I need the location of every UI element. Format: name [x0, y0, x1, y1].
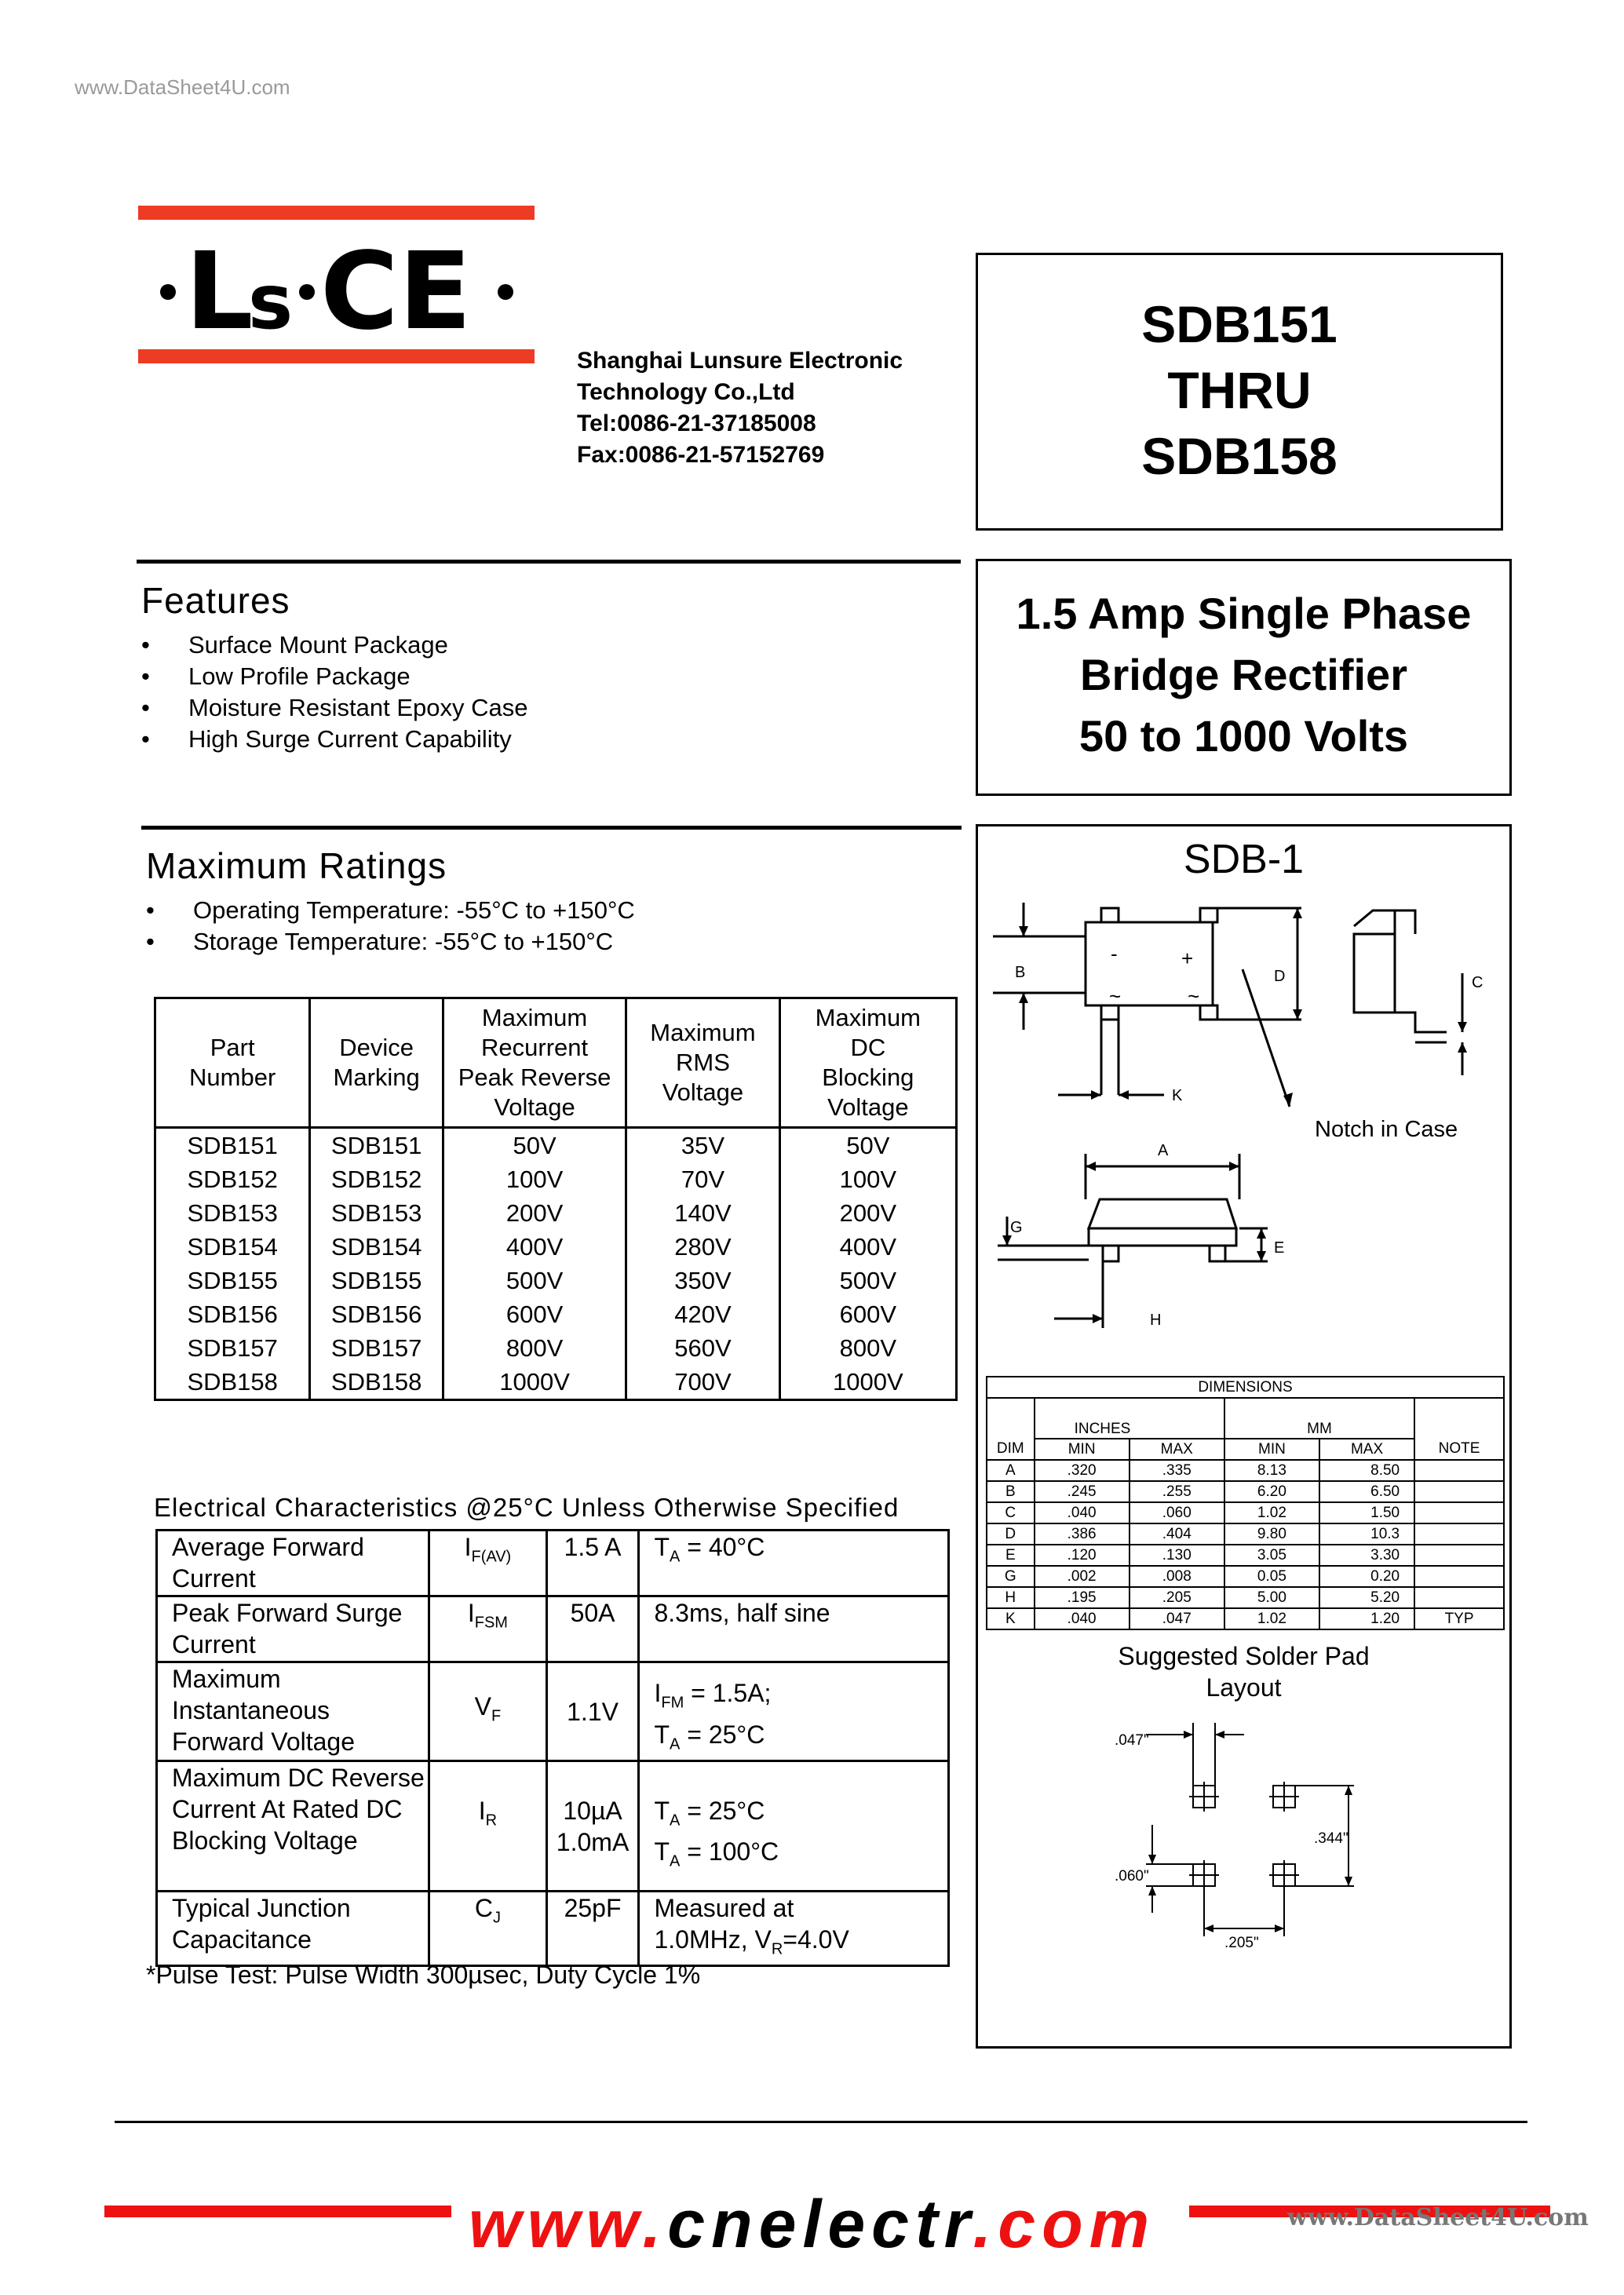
table-cell: 50V: [443, 1128, 626, 1163]
pad-pitch-label: .060": [1115, 1868, 1149, 1885]
dim-cell: 3.30: [1319, 1545, 1414, 1566]
dim-cell: .047: [1130, 1608, 1224, 1629]
part-title-box: [976, 253, 1503, 531]
electrical-heading: Electrical Characteristics @25°C Unless Otherwise Specified: [154, 1493, 900, 1522]
symbol-cell: $V_F$: [429, 1662, 546, 1761]
table-cell: SDB151: [155, 1128, 310, 1163]
dim-cell: 6.20: [1224, 1481, 1319, 1502]
param-cell: Typical Junction Capacitance: [157, 1892, 429, 1966]
dim-cell: H: [987, 1587, 1035, 1608]
dim-cell: C: [987, 1502, 1035, 1523]
dim-cell: .255: [1130, 1481, 1224, 1502]
table-cell: SDB157: [155, 1331, 310, 1365]
title-line-2: THRU: [1167, 361, 1312, 419]
table-cell: SDB151: [310, 1128, 443, 1163]
dim-cell: 10.3: [1319, 1523, 1414, 1545]
table-cell: 500V: [779, 1264, 956, 1297]
dim-cell: 1.50: [1319, 1502, 1414, 1523]
table-cell: 600V: [779, 1297, 956, 1331]
table-cell: SDB154: [310, 1230, 443, 1264]
table-cell: SDB158: [310, 1365, 443, 1400]
table-cell: 100V: [443, 1162, 626, 1196]
dim-label-g: G: [1010, 1219, 1023, 1236]
electrical-table: [155, 1529, 950, 1967]
condition-cell: $I_{FM} = 1.5A$; $T_A = 25^\circ C$: [639, 1662, 949, 1761]
company-name: Shanghai Lunsure Electronic: [577, 348, 903, 374]
dim-cell: 6.50: [1319, 1481, 1414, 1502]
dim-cell: [1414, 1502, 1504, 1523]
dim-cell: .205: [1130, 1587, 1224, 1608]
table-row: [157, 1531, 949, 1596]
solder-pad-title: Suggested Solder Pad Layout: [1118, 1642, 1370, 1702]
dim-cell: TYP: [1414, 1608, 1504, 1629]
dim-inches-header: INCHES: [1035, 1398, 1224, 1439]
value-cell: 1.1V: [546, 1662, 639, 1761]
rating-item: • Operating Temperature: -55°C to +150°C: [146, 895, 635, 926]
table-cell: 140V: [626, 1196, 780, 1230]
table-cell: SDB158: [155, 1365, 310, 1400]
features-list: [141, 629, 527, 755]
table-cell: 800V: [443, 1331, 626, 1365]
dim-row: [987, 1502, 1504, 1523]
param-cell: Maximum Instantaneous Forward Voltage: [157, 1662, 429, 1761]
company-logo: [138, 228, 535, 345]
dim-label-h: H: [1150, 1312, 1162, 1329]
dim-cell: 0.05: [1224, 1566, 1319, 1587]
dim-cell: B: [987, 1481, 1035, 1502]
dim-label-c: C: [1472, 974, 1483, 991]
table-row: [157, 1761, 949, 1892]
dim-cell: [1414, 1566, 1504, 1587]
value-cell: 25pF: [546, 1892, 639, 1966]
table-row: [155, 1128, 957, 1163]
table-cell: 1000V: [779, 1365, 956, 1400]
dim-cell: .040: [1035, 1502, 1130, 1523]
logo-bottom-bar: [138, 349, 535, 363]
dim-row: [987, 1481, 1504, 1502]
package-drawing: [976, 824, 1512, 1374]
features-divider: [137, 560, 961, 564]
table-cell: 35V: [626, 1128, 780, 1163]
dim-title-row: [987, 1377, 1504, 1398]
ac-tilde: ~: [1109, 984, 1122, 1008]
table-cell: SDB153: [155, 1196, 310, 1230]
table-row: [157, 1892, 949, 1966]
table-cell: SDB152: [310, 1162, 443, 1196]
table-row: [155, 1264, 957, 1297]
title-line-3: SDB158: [1141, 427, 1338, 485]
website-link[interactable]: www.cnelectr.com: [468, 2187, 1156, 2262]
dim-cell: [1414, 1545, 1504, 1566]
dim-cell: 3.05: [1224, 1545, 1319, 1566]
dim-cell: 0.20: [1319, 1566, 1414, 1587]
table-cell: SDB155: [155, 1264, 310, 1297]
dim-cell: .320: [1035, 1460, 1130, 1481]
table-row: [155, 1297, 957, 1331]
package-name: SDB-1: [1183, 837, 1305, 882]
dim-row: [987, 1566, 1504, 1587]
dim-cell: .060: [1130, 1502, 1224, 1523]
table-row: [155, 1230, 957, 1264]
rating-item: • Storage Temperature: -55°C to +150°C: [146, 926, 635, 958]
table-cell: 100V: [779, 1162, 956, 1196]
table-cell: 280V: [626, 1230, 780, 1264]
dim-cell: [1414, 1481, 1504, 1502]
condition-cell: $T_A = 40^\circ C$: [639, 1531, 949, 1596]
dim-cell: .245: [1035, 1481, 1130, 1502]
dim-cell: .040: [1035, 1608, 1130, 1629]
dim-cell: .404: [1130, 1523, 1224, 1545]
description-line-1: 1.5 Amp Single Phase: [1016, 589, 1472, 638]
table-cell: SDB153: [310, 1196, 443, 1230]
dim-row: [987, 1460, 1504, 1481]
logo-dot: [299, 284, 315, 300]
plus-sign: +: [1181, 947, 1194, 970]
feature-item: • Surface Mount Package: [141, 629, 527, 661]
dim-cell: .130: [1130, 1545, 1224, 1566]
dim-unit-row: [987, 1398, 1504, 1439]
table-header-row: [155, 998, 957, 1128]
symbol-cell: $I_R$: [429, 1761, 546, 1892]
table-cell: 50V: [779, 1128, 956, 1163]
dim-row: [987, 1545, 1504, 1566]
dim-cell: 1.02: [1224, 1608, 1319, 1629]
table-row: [155, 1162, 957, 1196]
max-ratings-table: [154, 997, 958, 1401]
company-tel: Tel:0086-21-37185008: [577, 410, 816, 436]
table-cell: SDB152: [155, 1162, 310, 1196]
table-cell: SDB156: [310, 1297, 443, 1331]
dim-cell: .195: [1035, 1587, 1130, 1608]
notch-label: Notch in Case: [1315, 1117, 1458, 1142]
dim-title: DIMENSIONS: [987, 1377, 1504, 1398]
pad-spacing-label: .205": [1224, 1935, 1259, 1951]
symbol-cell: $I_{F(AV)}$: [429, 1531, 546, 1596]
logo-ce: CE: [320, 230, 472, 345]
feature-item: • Moisture Resistant Epoxy Case: [141, 692, 527, 724]
dim-cell: [1414, 1587, 1504, 1608]
table-cell: 1000V: [443, 1365, 626, 1400]
dim-cell: 1.20: [1319, 1608, 1414, 1629]
dim-cell: 5.20: [1319, 1587, 1414, 1608]
description-line-3: 50 to 1000 Volts: [1078, 711, 1409, 761]
table-row: [157, 1596, 949, 1662]
dim-cell: .335: [1130, 1460, 1224, 1481]
table-cell: 500V: [443, 1264, 626, 1297]
table-row: [155, 1331, 957, 1365]
condition-cell: Measured at 1.0MHz, $V_R=4.0V$: [639, 1892, 949, 1966]
param-cell: Average Forward Current: [157, 1531, 429, 1596]
condition-cell: 8.3ms, half sine: [639, 1596, 949, 1662]
ratings-body: [155, 1128, 957, 1400]
dim-mm-header: MM: [1224, 1398, 1414, 1439]
ratings-list: [146, 895, 635, 958]
logo-top-bar: [138, 206, 535, 220]
table-cell: 70V: [626, 1162, 780, 1196]
feature-item: • High Surge Current Capability: [141, 724, 527, 755]
dim-row: [987, 1523, 1504, 1545]
table-cell: 400V: [443, 1230, 626, 1264]
company-name-2: Technology Co.,Ltd: [577, 379, 795, 405]
watermark-top: www.DataSheet4U.com: [75, 75, 290, 99]
dim-label-k: K: [1172, 1087, 1183, 1104]
table-cell: 420V: [626, 1297, 780, 1331]
dim-cell: 8.13: [1224, 1460, 1319, 1481]
dim-cell: 5.00: [1224, 1587, 1319, 1608]
table-cell: SDB155: [310, 1264, 443, 1297]
symbol-cell: $I_{FSM}$: [429, 1596, 546, 1662]
dim-cell: D: [987, 1523, 1035, 1545]
dim-row: [987, 1587, 1504, 1608]
pad-height-label: .344": [1314, 1830, 1348, 1847]
table-cell: 200V: [443, 1196, 626, 1230]
table-cell: 800V: [779, 1331, 956, 1365]
header-rms-voltage: Maximum RMS Voltage: [626, 998, 780, 1128]
table-cell: 600V: [443, 1297, 626, 1331]
table-cell: SDB156: [155, 1297, 310, 1331]
dim-cell: A: [987, 1460, 1035, 1481]
logo-l: L: [185, 230, 254, 345]
table-cell: SDB154: [155, 1230, 310, 1264]
value-cell: 10µA 1.0mA: [546, 1761, 639, 1892]
header-peak-reverse-voltage: Maximum Recurrent Peak Reverse Voltage: [443, 998, 626, 1128]
dim-cell: E: [987, 1545, 1035, 1566]
header-dc-blocking-voltage: Maximum DC Blocking Voltage: [779, 998, 956, 1128]
table-cell: 560V: [626, 1331, 780, 1365]
company-info: [577, 345, 903, 471]
ratings-divider: [141, 826, 962, 830]
minus-sign: -: [1111, 942, 1118, 965]
table-row: [157, 1662, 949, 1761]
header-part-number: Part Number: [155, 998, 310, 1128]
value-cell: 1.5 A: [546, 1531, 639, 1596]
pad-width-label: .047": [1115, 1732, 1149, 1749]
footer-divider: [115, 2121, 1527, 2123]
condition-cell: $T_A = 25^\circ C$ $T_A = 100^\circ C$: [639, 1761, 949, 1892]
dim-cell: [1414, 1523, 1504, 1545]
solder-pad-drawing: [1099, 1707, 1413, 1958]
table-row: [155, 1365, 957, 1400]
ratings-heading: Maximum Ratings: [146, 845, 447, 886]
dim-cell: .002: [1035, 1566, 1130, 1587]
company-fax: Fax:0086-21-57152769: [577, 442, 825, 468]
dim-col-header-row: DIM MIN MAX MIN MAX NOTE: [987, 1439, 1504, 1460]
features-heading: Features: [141, 580, 290, 621]
value-cell: 50A: [546, 1596, 639, 1662]
ac-tilde: ~: [1188, 984, 1200, 1008]
table-cell: 350V: [626, 1264, 780, 1297]
dim-cell: G: [987, 1566, 1035, 1587]
pulse-test-note: *Pulse Test: Pulse Width 300µsec, Duty Cycle 1%: [146, 1961, 701, 1989]
symbol-cell: $C_J$: [429, 1892, 546, 1966]
dim-label-d: D: [1274, 968, 1286, 985]
feature-item: • Low Profile Package: [141, 661, 527, 692]
watermark-bottom: www.DataSheet4U.com: [1287, 2204, 1589, 2231]
dim-cell: 9.80: [1224, 1523, 1319, 1545]
logo-dot: [498, 284, 513, 300]
dim-cell: .386: [1035, 1523, 1130, 1545]
description-box: [976, 559, 1512, 796]
logo-s: s: [248, 258, 294, 345]
dim-cell: [1414, 1460, 1504, 1481]
table-cell: 400V: [779, 1230, 956, 1264]
dim-cell: .008: [1130, 1566, 1224, 1587]
table-cell: 700V: [626, 1365, 780, 1400]
dim-label-b: B: [1015, 964, 1026, 981]
dim-row: [987, 1608, 1504, 1629]
title-line-1: SDB151: [1141, 295, 1338, 353]
param-cell: Maximum DC Reverse Current At Rated DC Blocking Voltage: [157, 1761, 429, 1892]
param-cell: Peak Forward Surge Current: [157, 1596, 429, 1662]
header-device-marking: Device Marking: [310, 998, 443, 1128]
logo-dot: [160, 284, 176, 300]
dim-cell: K: [987, 1608, 1035, 1629]
dimensions-table: [986, 1376, 1505, 1630]
dim-cell: 8.50: [1319, 1460, 1414, 1481]
dim-label-a: A: [1158, 1142, 1169, 1159]
table-row: [155, 1196, 957, 1230]
dim-cell: .120: [1035, 1545, 1130, 1566]
table-cell: 200V: [779, 1196, 956, 1230]
dim-cell: 1.02: [1224, 1502, 1319, 1523]
dim-label-e: E: [1274, 1239, 1285, 1257]
table-cell: SDB157: [310, 1331, 443, 1365]
description-line-2: Bridge Rectifier: [1080, 650, 1407, 699]
